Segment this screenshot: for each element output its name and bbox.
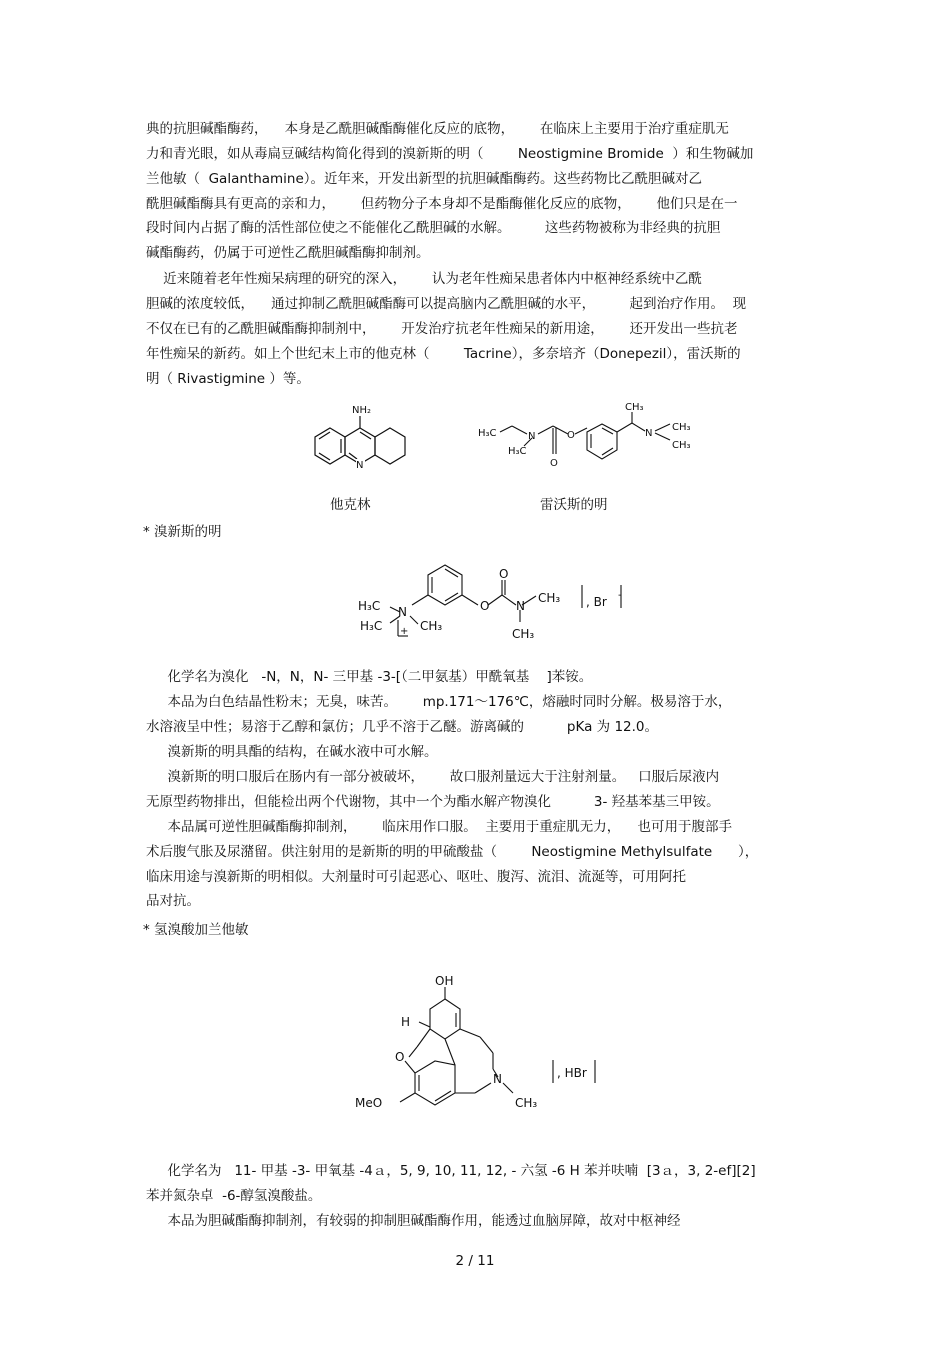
neo-text-line: 本品为白色结晶性粉末；无臭，味苦。 mp.171～176℃，熔融时同时分解。极易溶于水， xyxy=(146,694,732,710)
section1-title: * 溴新斯的明 xyxy=(143,524,222,540)
bromide-label: , Br xyxy=(586,595,607,609)
page-number: 2 / 11 xyxy=(455,1253,495,1269)
tacrine-caption: 他克林 xyxy=(330,497,371,513)
neo-text-line: 溴新斯的明口服后在肠内有一部分被破坏， 故口服剂量远大于注射剂量。 口服后尿液内 xyxy=(146,769,720,785)
n-label: N xyxy=(516,599,525,613)
n-amine-label: N xyxy=(645,428,653,439)
o-ester-label: O xyxy=(567,430,575,441)
section2-title: * 氢溴酸加兰他敏 xyxy=(143,922,249,938)
plus-label: + xyxy=(400,626,409,637)
neo-text-line: 临床用途与溴新斯的明相似。大剂量时可引起恶心、呕吐、腹泻、流泪、流涎等，可用阿托 xyxy=(146,869,686,885)
para2-line: 近来随着老年性痴呆病理的研究的深入， 认为老年性痴呆患者体内中枢神经系统中乙酰 xyxy=(146,271,702,287)
ch3-label-3: CH₃ xyxy=(672,440,691,451)
ch3-label-2: CH₃ xyxy=(672,422,691,433)
para1-line: 兰他敏（ Galanthamine）。近年来，开发出新型的抗胆碱酯酶药。这些药物比乙酰胆碱对乙 xyxy=(146,171,703,187)
gal-text-line: 化学名为 11- 甲基 -3- 甲氧基 -4ａ，5, 9, 10, 11, 12, - 六氢 -6 H 苯并呋喃 [3ａ，3, 2-ef][2] xyxy=(146,1163,756,1179)
ch3-label: CH₃ xyxy=(625,402,644,413)
para1-line: 碱酯酶药，仍属于可逆性乙酰胆碱酯酶抑制剂。 xyxy=(146,245,430,261)
h3c-label-2: H₃C xyxy=(508,446,527,457)
neo-text-line: 溴新斯的明具酯的结构，在碱水液中可水解。 xyxy=(146,744,438,760)
neo-text-line: 品对抗。 xyxy=(146,893,200,909)
gal-text-line: 本品为胆碱酯酶抑制剂，有较弱的抑制胆碱酯酶作用，能透过血脑屏障，故对中枢神经 xyxy=(146,1213,681,1229)
para1-line: 段时间内占据了酶的活性部位使之不能催化乙酰胆碱的水解。 这些药物被称为非经典的抗胆 xyxy=(146,220,721,236)
rivastigmine-structure xyxy=(475,398,715,478)
h-label: H xyxy=(401,1015,411,1029)
n-label: N xyxy=(493,1072,502,1086)
neo-text-line: 化学名为溴化 -N，N，N- 三甲基 -3-[（二甲氨基）甲酰氧基 ]苯铵。 xyxy=(146,669,593,685)
neo-text-line: 术后腹气胀及尿潴留。供注射用的是新斯的明的甲硫酸盐（ Neostigmine Methylsulfate ）， xyxy=(146,844,759,860)
para1-line: 酰胆碱酯酶具有更高的亲和力， 但药物分子本身却不是酯酶催化反应的底物， 他们只是在一 xyxy=(146,196,738,212)
h3c-label: H₃C xyxy=(358,599,381,613)
ch3-label-2: CH₃ xyxy=(538,591,561,605)
neo-text-line: 水溶液呈中性；易溶于乙醇和氯仿；几乎不溶于乙醚。游离碱的 pKa 为 12.0。 xyxy=(146,719,659,735)
rivastigmine-caption: 雷沃斯的明 xyxy=(540,497,608,513)
n-label: N xyxy=(528,431,536,442)
para2-line: 年性痴呆的新药。如上个世纪末上市的他克林（ Tacrine），多奈培齐（Donepezil），雷沃斯的 xyxy=(146,346,741,362)
para2-line: 明（ Rivastigmine ）等。 xyxy=(146,371,310,387)
meo-label: MeO xyxy=(355,1096,383,1110)
para1-line: 典的抗胆碱酯酶药， 本身是乙酰胆碱酯酶催化反应的底物， 在临床上主要用于治疗重症肌无 xyxy=(146,121,729,137)
nh2-label: NH₂ xyxy=(352,405,372,416)
o-ester-label: O xyxy=(480,599,490,613)
hbr-label: , HBr xyxy=(557,1066,587,1080)
n-label: N xyxy=(356,460,364,471)
ch3-label-3: CH₃ xyxy=(512,627,535,641)
gal-text-line: 苯并氮杂卓 -6-醇氢溴酸盐。 xyxy=(146,1188,322,1204)
para1-line: 力和青光眼，如从毒扁豆碱结构简化得到的溴新斯的明（ Neostigmine Bromide ）和生物碱加 xyxy=(146,146,754,162)
h3c-label: H₃C xyxy=(478,428,497,439)
o-carbonyl-label: O xyxy=(499,567,509,581)
o-label: O xyxy=(395,1050,405,1064)
para2-line: 胆碱的浓度较低， 通过抑制乙酰胆碱酯酶可以提高脑内乙酰胆碱的水平， 起到治疗作用。 现 xyxy=(146,296,747,312)
oh-label: OH xyxy=(435,974,454,988)
minus-label: - xyxy=(618,590,622,601)
para2-line: 不仅在已有的乙酰胆碱酯酶抑制剂中， 开发治疗抗老年性痴呆的新用途， 还开发出一些抗老 xyxy=(146,321,738,337)
h3c-label-2: H₃C xyxy=(360,619,383,633)
ch3-label: CH₃ xyxy=(515,1096,538,1110)
tacrine-structure xyxy=(300,400,440,485)
ch3-label: CH₃ xyxy=(420,619,443,633)
galanthamine-structure xyxy=(345,965,615,1115)
neo-text-line: 本品属可逆性胆碱酯酶抑制剂， 临床用作口服。 主要用于重症肌无力， 也可用于腹部手 xyxy=(146,819,732,835)
o-label: O xyxy=(550,458,558,469)
neostigmine-structure xyxy=(350,560,640,655)
neo-text-line: 无原型药物排出，但能检出两个代谢物，其中一个为酯水解产物溴化 3- 羟基苯基三甲铵。 xyxy=(146,794,720,810)
n-plus-label: N xyxy=(398,605,407,619)
